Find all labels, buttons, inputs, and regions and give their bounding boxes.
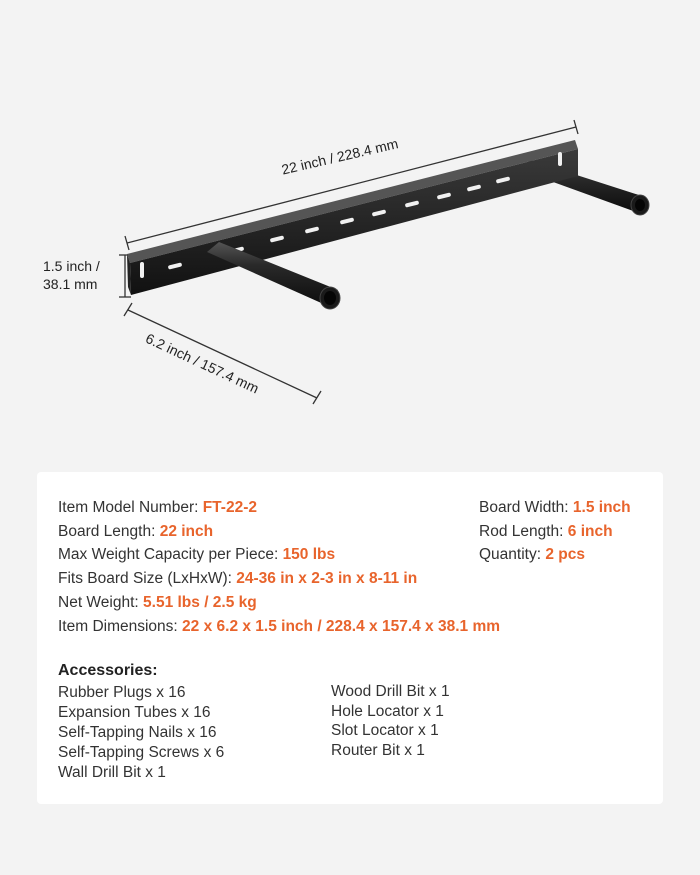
- accessory-item: Router Bit x 1: [331, 742, 425, 759]
- height-label-line1: 1.5 inch /: [43, 258, 100, 274]
- spec-item-dimensions: [58, 618, 500, 636]
- height-label-line2: 38.1 mm: [43, 276, 98, 292]
- spec-label: Board Length:: [58, 523, 160, 540]
- spec-max-weight: [58, 546, 335, 564]
- accessory-item: Rubber Plugs x 16: [58, 684, 186, 701]
- spec-fits-board: [58, 570, 417, 588]
- mounting-plate: [127, 140, 578, 295]
- spec-label: Rod Length:: [479, 523, 568, 540]
- spec-board-width: [479, 499, 631, 517]
- depth-label: 6.2 inch / 157.4 mm: [143, 330, 262, 397]
- accessory-item: Hole Locator x 1: [331, 703, 444, 720]
- length-label: 22 inch / 228.4 mm: [280, 135, 400, 178]
- spec-value: 2 pcs: [545, 546, 585, 563]
- accessory-item: Wood Drill Bit x 1: [331, 683, 450, 700]
- spec-label: Item Dimensions:: [58, 618, 183, 635]
- spec-value: 22 inch: [159, 523, 214, 540]
- depth-dimension-line: [124, 303, 321, 404]
- spec-card: [37, 472, 663, 804]
- spec-value: FT-22-2: [202, 499, 257, 516]
- accessory-item: Self-Tapping Screws x 6: [58, 744, 225, 761]
- spec-item-model: [58, 499, 257, 517]
- accessories-title: Accessories:: [58, 662, 158, 679]
- spec-board-length: [58, 523, 213, 541]
- spec-label: Max Weight Capacity per Piece:: [58, 546, 283, 563]
- accessory-item: Expansion Tubes x 16: [58, 704, 211, 721]
- spec-label: Fits Board Size (LxHxW):: [58, 570, 237, 587]
- spec-value: 150 lbs: [282, 546, 336, 563]
- spec-value: 1.5 inch: [572, 499, 631, 516]
- spec-label: Item Model Number:: [58, 499, 203, 516]
- accessory-item: Self-Tapping Nails x 16: [58, 724, 217, 741]
- accessory-item: Slot Locator x 1: [331, 722, 439, 739]
- spec-label: Net Weight:: [58, 594, 144, 611]
- accessory-item: Wall Drill Bit x 1: [58, 764, 166, 781]
- spec-quantity: [479, 546, 585, 564]
- spec-rod-length: [479, 523, 613, 541]
- spec-value: 6 inch: [567, 523, 613, 540]
- spec-net-weight: [58, 594, 257, 612]
- spec-value: 5.51 lbs / 2.5 kg: [143, 594, 257, 611]
- spec-value: 24-36 in x 2-3 in x 8-11 in: [236, 570, 418, 587]
- spec-label: Board Width:: [479, 499, 573, 516]
- spec-label: Quantity:: [479, 546, 546, 563]
- spec-value: 22 x 6.2 x 1.5 inch / 228.4 x 157.4 x 38.1 mm: [182, 618, 501, 635]
